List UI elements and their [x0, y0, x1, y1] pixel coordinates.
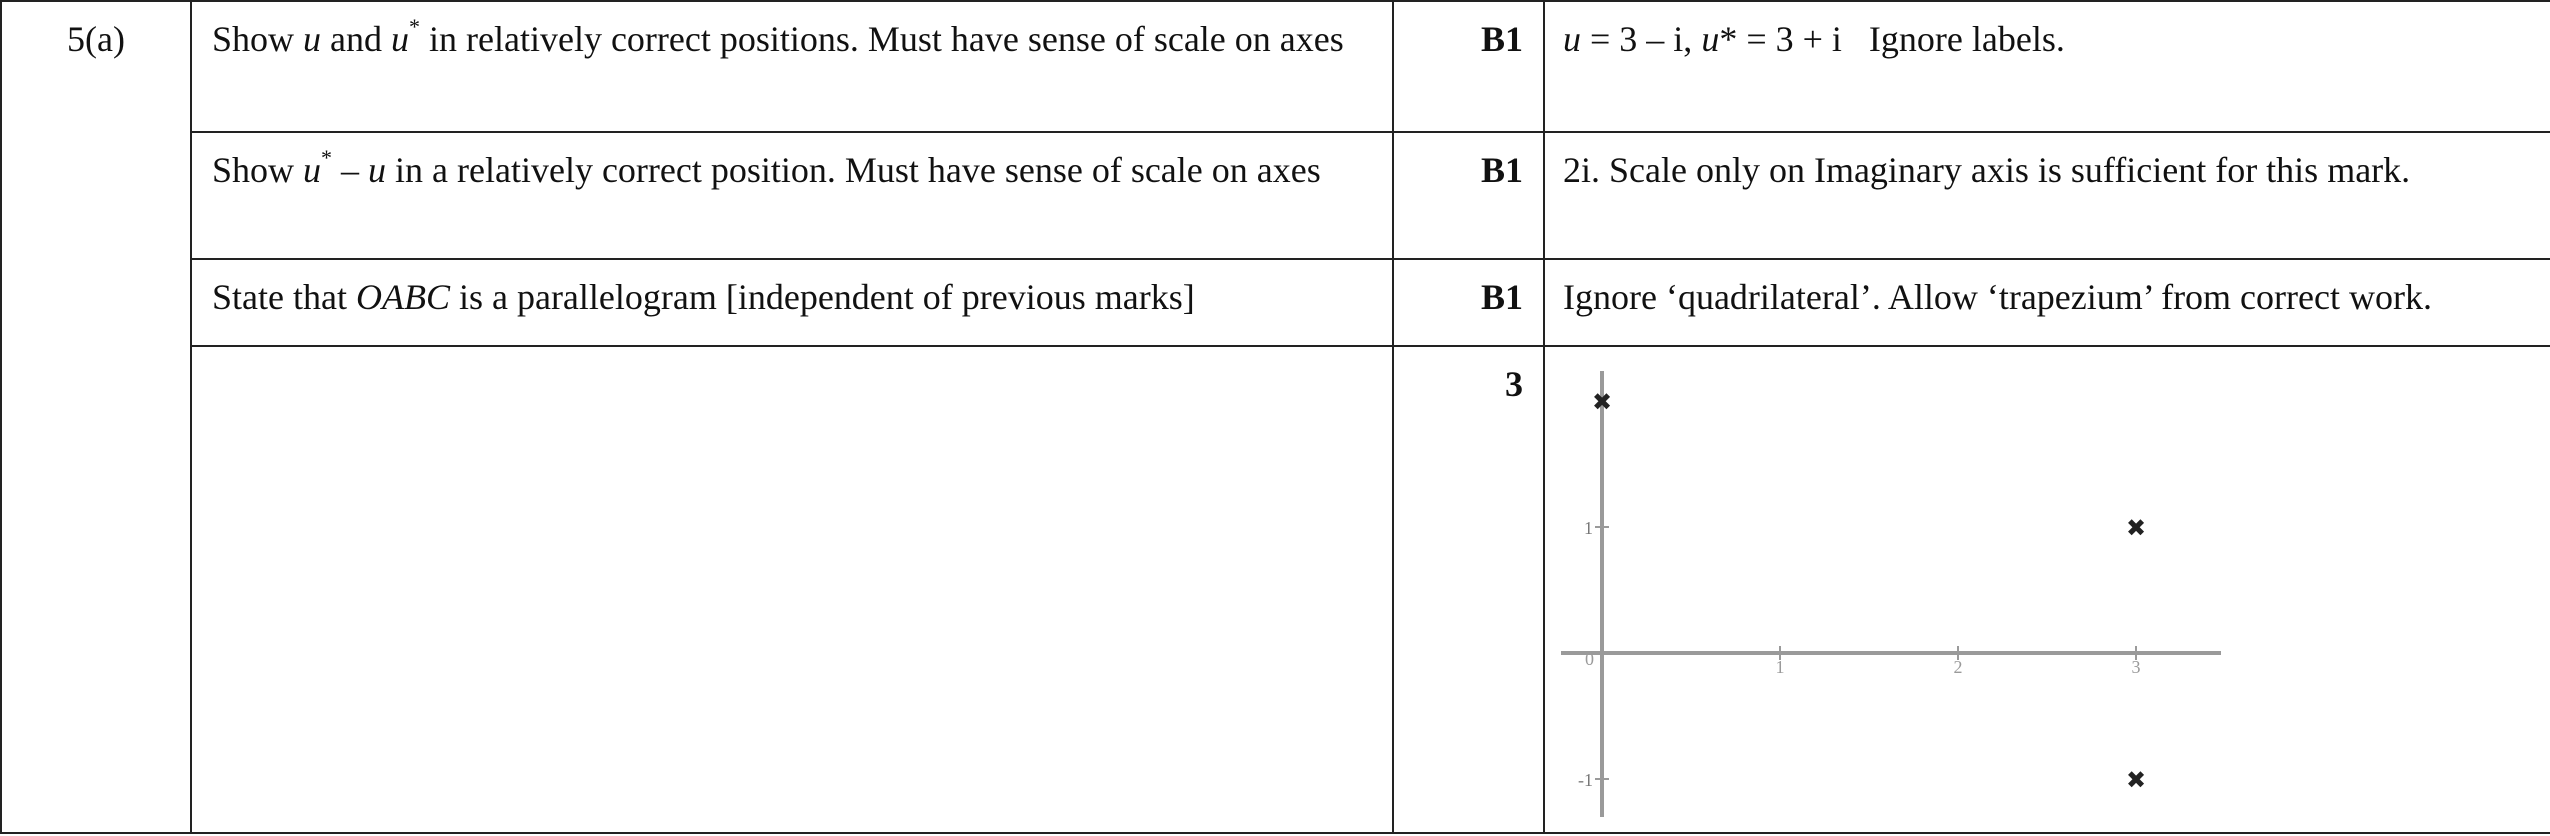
- mark-row-2: [1, 132, 2550, 259]
- guidance-text: = 3 – i,: [1581, 19, 1702, 59]
- mark-row-3: [1, 259, 2550, 346]
- mark-value: B1: [1480, 277, 1523, 317]
- x-tick-label: 1: [1775, 657, 1785, 677]
- conjugate-star: *: [409, 14, 421, 39]
- mark-cell-1: [1393, 1, 1544, 132]
- variable: OABC: [355, 277, 450, 317]
- answer-text: and: [321, 19, 392, 59]
- mark-cell-2: [1393, 132, 1544, 259]
- guidance-text: Ignore ‘quadrilateral’. Allow ‘trapezium’ from correct work.: [1563, 277, 2432, 317]
- total-row: [1, 346, 2550, 833]
- answer-text: in relatively correct positions. Must have sense of scale on axes: [420, 19, 1344, 59]
- answer-cell-3: [191, 259, 1393, 346]
- mark-row-1: [1, 1, 2550, 132]
- variable: u: [303, 19, 322, 59]
- guidance-cell-3: [1544, 259, 2550, 346]
- argand-diagram-sketch: [1551, 357, 2271, 817]
- total-mark-cell: [1393, 346, 1544, 833]
- origin-label: 0: [1585, 649, 1594, 669]
- variable: u: [391, 19, 410, 59]
- answer-text: –: [332, 150, 369, 190]
- variable: u: [368, 150, 387, 190]
- answer-text: Show: [212, 19, 304, 59]
- sketch-cell: [1544, 346, 2550, 833]
- point-marker: ✖: [1591, 388, 1613, 416]
- guidance-cell-2: [1544, 132, 2550, 259]
- guidance-text: 2i. Scale only on Imaginary axis is sufficient for this mark.: [1563, 150, 2411, 190]
- answer-text: is a parallelogram [independent of previous marks]: [449, 277, 1195, 317]
- variable: u: [1701, 19, 1720, 59]
- answer-cell-2: [191, 132, 1393, 259]
- empty-answer-cell: [191, 346, 1393, 833]
- guidance-cell-1: [1544, 1, 2550, 132]
- mark-value: B1: [1480, 150, 1523, 190]
- answer-text: in a relatively correct position. Must have sense of scale on axes: [386, 150, 1321, 190]
- point-marker: ✖: [2125, 514, 2147, 542]
- variable: u: [1563, 19, 1581, 59]
- question-label: 5(a): [67, 19, 125, 59]
- answer-text: State that: [212, 277, 356, 317]
- y-tick-label: -1: [1578, 770, 1593, 790]
- x-tick-label: 3: [2131, 657, 2141, 677]
- point-marker: ✖: [2125, 766, 2147, 794]
- x-tick-label: 2: [1953, 657, 1963, 677]
- total-mark: 3: [1505, 364, 1523, 404]
- y-tick-label: 1: [1584, 518, 1593, 538]
- answer-text: Show: [212, 150, 304, 190]
- variable: u: [303, 150, 322, 190]
- mark-cell-3: [1393, 259, 1544, 346]
- mark-value: B1: [1480, 19, 1523, 59]
- question-number: [1, 1, 191, 833]
- guidance-text: * = 3 + i Ignore labels.: [1719, 19, 2065, 59]
- answer-cell-1: [191, 1, 1393, 132]
- plotted-points: [1592, 388, 2146, 794]
- conjugate-star: *: [321, 145, 333, 170]
